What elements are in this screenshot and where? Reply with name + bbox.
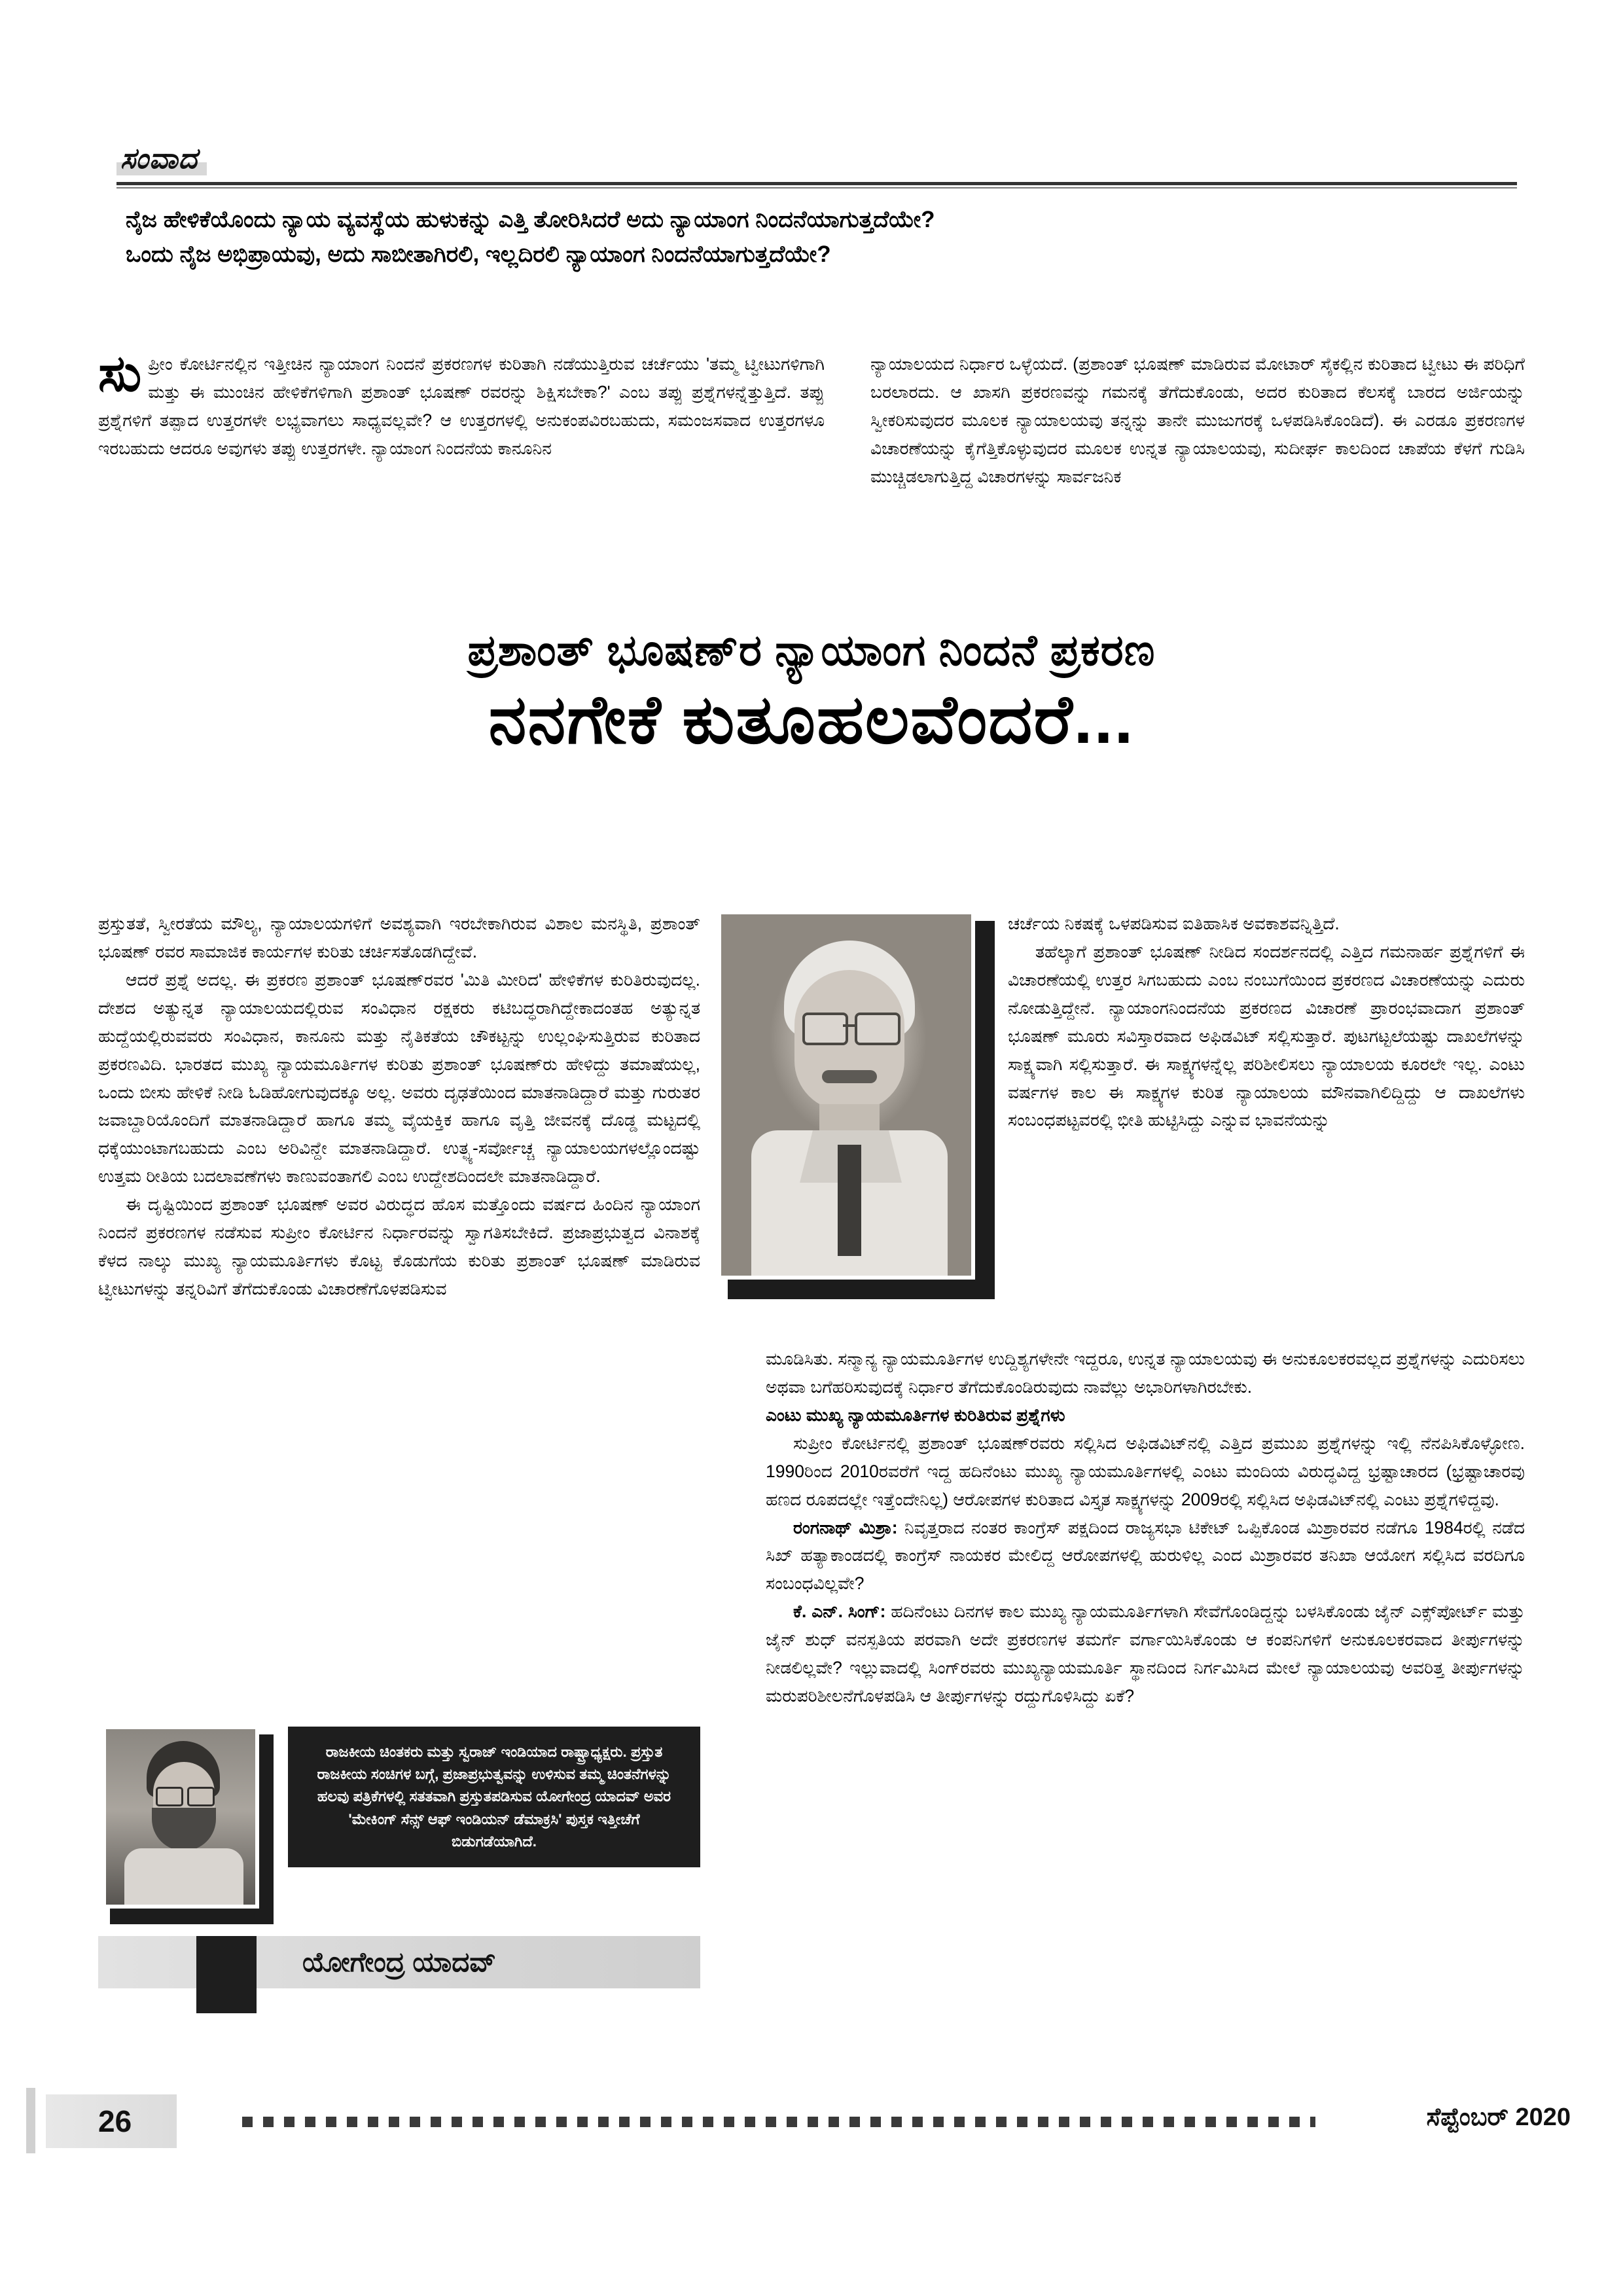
intro-left-text: ಪ್ರೀಂ ಕೋರ್ಟಿನಲ್ಲಿನ ಇತ್ತೀಚಿನ ನ್ಯಾಯಾಂಗ ನಿಂದನೆ ಪ್ರಕರಣಗಳ ಕುರಿತಾಗಿ ನಡೆಯುತ್ತಿರುವ ಚರ್ಚೆಯು 'ತಮ್ಮ ಟ್ವೀಟುಗಳಿಗಾಗಿ ಮತ್ತು ಈ ಮುಂಚಿನ ಹೇಳಿಕೆಗಳಿಗಾಗಿ ಪ್ರಶಾಂತ್ ಭೂಷಣ್ ರವರನ್ನು ಶಿಕ್ಷಿಸಬೇಕಾ?' ಎಂಬ ತಪ್ಪು ಪ್ರಶ್ನೆಗಳನ್ನೆತ್ತುತ್ತಿದೆ. ತಪ್ಪು ಪ್ರಶ್ನೆಗಳಿಗೆ ತಪ್ಪಾದ ಉತ್ತರಗಳೇ ಲಭ್ಯವಾಗಲು ಸಾಧ್ಯವಲ್ಲವೇ? ಆ ಉತ್ತರಗಳಲ್ಲಿ ಅನುಕಂಪವಿರಬಹುದು, ಸಮಂಜಸವಾದ ಉತ್ತರಗಳೂ ಇರಬಹುದು ಆದರೂ ಅವುಗಳು ತಪ್ಪು ಉತ್ತರಗಳೇ. ನ್ಯಾಯಾಂಗ ನಿಂದನೆಯ ಕಾನೂನಿನ <box>98 354 825 458</box>
page-footer <box>26 2094 1597 2153</box>
paragraph: ಮೂಡಿಸಿತು. ಸನ್ಮಾನ್ಯ ನ್ಯಾಯಮೂರ್ತಿಗಳ ಉದ್ದಿಶ್ಯಗಳೇನೇ ಇದ್ದರೂ, ಉನ್ನತ ನ್ಯಾಯಾಲಯವು ಈ ಅನುಕೂಲಕರವಲ್ಲದ ಪ್ರಶ್ನೆಗಳನ್ನು ಎದುರಿಸಲು ಅಥವಾ ಬಗೆಹರಿಸುವುದಕ್ಕೆ ನಿರ್ಧಾರ ತೆಗೆದುಕೊಂಡಿರುವುದು ನಾವೆಲ್ಲು ಅಭಾರಿಗಳಾಗಿರಬೇಕು. <box>766 1349 1525 1397</box>
author-name: ಯೋಗೇಂದ್ರ ಯಾದವ್ <box>302 1946 496 1977</box>
photo-frame <box>713 906 975 1280</box>
qa-item <box>766 1598 1525 1710</box>
page-number: 26 <box>98 2104 132 2138</box>
glasses-right-icon <box>855 1013 901 1045</box>
masthead-rule-secondary <box>116 187 1517 188</box>
photo-image <box>721 914 975 1280</box>
qa-name: ರಂಗನಾಥ್ ಮಿಶ್ರಾ: <box>793 1517 898 1537</box>
portrait-tie <box>838 1145 861 1256</box>
body-column-left <box>98 910 700 1303</box>
qa-text: ನಿವೃತ್ತರಾದ ನಂತರ ಕಾಂಗ್ರೆಸ್ ಪಕ್ಷದಿಂದ ರಾಜ್ಯಸಭಾ ಟಿಕೇಟ್ ಒಪ್ಪಿಕೊಂಡ ಮಿಶ್ರಾರವರ ನಡೆಗೂ 1984ರಲ್ಲಿ ನಡೆದ ಸಿಖ್ ಹತ್ಯಾಕಾಂಡದಲ್ಲಿ ಕಾಂಗ್ರೆಸ್ ನಾಯಕರ ಮೇಲಿದ್ದ ಆರೋಪಗಳಲ್ಲಿ ಹುರುಳಿಲ್ಲ ಎಂದ ಮಿಶ್ರಾರವರ ತನಿಖಾ ಆಯೋಗ ಸಲ್ಲಿಸಿದ ವರದಿಗೂ ಸಂಬಂಧವಿಲ್ಲವೇ? <box>766 1517 1525 1594</box>
masthead-rule <box>116 182 1517 185</box>
page-title: ನನಗೇಕೆ ಕುತೂಹಲವೆಂದರೆ... <box>488 681 1135 758</box>
masthead <box>116 143 1517 188</box>
subheading: ಎಂಟು ಮುಖ್ಯ ನ್ಯಾಯಮೂರ್ತಿಗಳ ಕುರಿತಿರುವ ಪ್ರಶ್ನೆಗಳು <box>766 1405 1065 1425</box>
drop-cap: ಸು <box>98 345 142 402</box>
glasses-bridge <box>843 1024 855 1027</box>
portrait-prashant-bhushan <box>713 906 995 1299</box>
footer-dot-rule <box>242 2117 1315 2127</box>
paragraph: ತಹೆಲ್ಕಾಗೆ ಪ್ರಶಾಂತ್ ಭೂಷಣ್ ನೀಡಿದ ಸಂದರ್ಶನದಲ್ಲಿ ಎತ್ತಿದ ಗಮನಾರ್ಹ ಪ್ರಶ್ನೆಗಳಿಗೆ ಈ ವಿಚಾರಣೆಯಲ್ಲಿ ಉತ್ತರ ಸಿಗಬಹುದು ಎಂಬ ನಂಬುಗೆಯಿಂದ ಪ್ರಕರಣದ ವಿಚಾರಣೆಯನ್ನು ಎದುರು ನೋಡುತ್ತಿದ್ದೇನೆ. ನ್ಯಾಯಾಂಗನಿಂದನೆಯ ಪ್ರಕರಣದ ವಿಚಾರಣೆ ಪ್ರಾರಂಭವಾದಾಗ ಪ್ರಶಾಂತ್ ಭೂಷಣ್ ಮೂರು ಸವಿಸ್ತಾರವಾದ ಅಫಿಡವಿಟ್ ಸಲ್ಲಿಸುತ್ತಾರೆ. ಪುಟಗಟ್ಟಲೆಯಷ್ಟು ದಾಖಲೆಗಳನ್ನು ಸಾಕ್ಷ್ಯವಾಗಿ ಸಲ್ಲಿಸುತ್ತಾರೆ. ಈ ಸಾಕ್ಷ್ಯಗಳನ್ನೆಲ್ಲ ಪರಿಶೀಲಿಸಲು ನ್ಯಾಯಾಲಯ ಕೂರಲೇ ಇಲ್ಲ. ಎಂಟು ವರ್ಷಗಳ ಕಾಲ ಈ ಸಾಕ್ಷ್ಯಗಳ ಕುರಿತ ನ್ಯಾಯಾಲಯ ಮೌನವಾಗಿಲಿದ್ದಿದ್ದು ಆ ದಾಖಲೆಗಳು ಸಂಬಂಧಪಟ್ಟವರಲ್ಲಿ ಭೀತಿ ಹುಟ್ಟಿಸಿದ್ದು ಎನ್ನುವ ಭಾವನೆಯನ್ನು <box>1008 941 1525 1130</box>
section-label: ಸಂವಾದ <box>116 143 207 175</box>
paragraph: ಆದರೆ ಪ್ರಶ್ನೆ ಅದಲ್ಲ. ಈ ಪ್ರಕರಣ ಪ್ರಶಾಂತ್ ಭೂಷಣ್‌ರವರ 'ಮಿತಿ ಮೀರಿದ' ಹೇಳಿಕೆಗಳ ಕುರಿತಿರುವುದಲ್ಲ. ದೇಶದ ಅತ್ಯುನ್ನತ ನ್ಯಾಯಾಲಯದಲ್ಲಿರುವ ಸಂವಿಧಾನ ರಕ್ಷಕರು ಕಟಿಬದ್ಧರಾಗಿದ್ದೇಕಾದಂತಹ ಅತ್ಯುನ್ನತ ಹುದ್ದೆಯಲ್ಲಿರುವವರು ಸಂವಿಧಾನ, ಕಾನೂನು ಮತ್ತು ನೈತಿಕತೆಯ ಚೌಕಟ್ಟನ್ನು ಉಲ್ಲಂಘಿಸುತ್ತಿರುವ ಕುರಿತಾದ ಪ್ರಕರಣವಿದಿ. ಭಾರತದ ಮುಖ್ಯ ನ್ಯಾಯಮೂರ್ತಿಗಳ ಕುರಿತು ಪ್ರಶಾಂತ್ ಭೂಷಣ್‌ರು ಹೇಳಿದ್ದು ತಮಾಷೆಯಲ್ಲ, ಒಂದು ಬೀಸು ಹೇಳಿಕೆ ನೀಡಿ ಓಡಿಹೋಗುವುದಕ್ಕೂ ಅಲ್ಲ. ಅವರು ದೃಢತೆಯಿಂದ ಮಾತನಾಡಿದ್ದಾರೆ ಮತ್ತು ಗುರುತರ ಜವಾಬ್ದಾರಿಯೊಂದಿಗೆ ಮಾತನಾಡಿದ್ದಾರೆ ಹಾಗೂ ತಮ್ಮ ವೈಯಕ್ತಿಕ ಹಾಗೂ ವೃತ್ತಿ ಜೀವನಕ್ಕೆ ದೊಡ್ಡ ಮಟ್ಟದಲ್ಲಿ ಧಕ್ಕೆಯುಂಟಾಗಬಹುದು ಎಂಬ ಅರಿವಿನ್ದೇ ಮಾತನಾಡಿದ್ದಾರೆ. ಉತ್ಛ್ಯ-ಸರ್ವೋಚ್ಚ ನ್ಯಾಯಾಲಯಗಳಲ್ಲೊಂದಷ್ಟು ಉತ್ತಮ ರೀತಿಯ ಬದಲಾವಣೆಗಳು ಕಾಣುವಂತಾಗಲಿ ಎಂಬ ಉದ್ದೇಶದಿಂದಲೇ ಮಾತನಾಡಿದ್ದಾರೆ. <box>98 969 700 1187</box>
paragraph: ಚರ್ಚೆಯ ನಿಕಷಕ್ಕೆ ಒಳಪಡಿಸುವ ಐತಿಹಾಸಿಕ ಅವಕಾಶವನ್ನಿತ್ತಿದೆ. <box>1008 914 1340 933</box>
author-bio-box <box>98 1721 700 2022</box>
qa-item <box>766 1514 1525 1598</box>
intro-right-text: ನ್ಯಾಯಾಲಯದ ನಿರ್ಧಾರ ಒಳ್ಳೆಯದೆ. (ಪ್ರಶಾಂತ್ ಭೂಷಣ್ ಮಾಡಿರುವ ಮೋಟಾರ್ ಸೈಕಲ್ಲಿನ ಕುರಿತಾದ ಟ್ವೀಟು ಈ ಪರಿಧಿಗೆ ಬರಲಾರದು. ಆ ಖಾಸಗಿ ಪ್ರಕರಣವನ್ನು ಗಮನಕ್ಕೆ ತೆಗೆದುಕೊಂಡು, ಅದರ ಕುರಿತಾದ ಕೆಲಸಕ್ಕೆ ಬಾರದ ಅರ್ಜಿಯನ್ನು ಸ್ವೀಕರಿಸುವುದರ ಮೂಲಕ ನ್ಯಾಯಾಲಯವು ತನ್ನನ್ನು ತಾನೇ ಮುಜುಗರಕ್ಕೆ ಒಳಪಡಿಸಿಕೊಂಡಿದೆ). ಈ ಎರಡೂ ಪ್ರಕರಣಗಳ ವಿಚಾರಣೆಯನ್ನು ಕೈಗೆತ್ತಿಕೊಳ್ಳುವುದರ ಮೂಲಕ ಉನ್ನತ ನ್ಯಾಯಾಲಯವು, ಸುದೀರ್ಘ ಕಾಲದಿಂದ ಚಾಪೆಯ ಕೆಳಗೆ ಗುಡಿಸಿ ಮುಚ್ಚಿಡಲಾಗುತ್ತಿದ್ದ ವಿಚಾರಗಳನ್ನು ಸಾರ್ವಜನಿಕ <box>870 354 1525 486</box>
author-shoulders <box>124 1848 243 1909</box>
headline-block <box>98 625 1525 761</box>
kicker-headline: ಪ್ರಶಾಂತ್ ಭೂಷಣ್‌ರ ನ್ಯಾಯಾಂಗ ನಿಂದನೆ ಪ್ರಕರಣ <box>467 626 1156 674</box>
author-glasses-left-icon <box>156 1787 183 1806</box>
deck-line-2: ಒಂದು ನೈಜ ಅಭಿಪ್ರಾಯವು, ಅದು ಸಾಬೀತಾಗಿರಲಿ, ಇಲ್ಲದಿರಲಿ ನ್ಯಾಯಾಂಗ ನಿಂದನೆಯಾಗುತ್ತದೆಯೇ? <box>126 241 831 267</box>
body-column-right-wide <box>766 1345 1525 1710</box>
intro-column-right <box>870 350 1525 491</box>
glasses-left-icon <box>802 1013 848 1045</box>
paragraph: ಸುಪ್ರೀಂ ಕೋರ್ಟಿನಲ್ಲಿ ಪ್ರಶಾಂತ್ ಭೂಷಣ್‌ರವರು ಸಲ್ಲಿಸಿದ ಅಫಿಡವಿಟ್‌ನಲ್ಲಿ ಎತ್ತಿದ ಪ್ರಮುಖ ಪ್ರಶ್ನೆಗಳನ್ನು ಇಲ್ಲಿ ನೆನಪಿಸಿಕೊಳ್ಳೋಣ. 1990ರಿಂದ 2010ರವರೆಗೆ ಇದ್ದ ಹದಿನೆಂಟು ಮುಖ್ಯ ನ್ಯಾಯಮೂರ್ತಿಗಳಲ್ಲಿ ಎಂಟು ಮಂದಿಯ ವಿರುದ್ಧವಿದ್ದ ಭ್ರಷ್ಟಾಚಾರದ (ಭ್ರಷ್ಟಾಚಾರವು ಹಣದ ರೂಪದಲ್ಲೇ ಇತ್ತೆಂದೇನಿಲ್ಲ) ಆರೋಪಗಳ ಕುರಿತಾದ ವಿಸ್ತೃತ ಸಾಕ್ಷ್ಯಗಳನ್ನು 2009ರಲ್ಲಿ ಸಲ್ಲಿಸಿದ ಅಫಿಡವಿಟ್‌ನಲ್ಲಿ ಎಂಟು ಪ್ರಶ್ನೆಗಳಿದ್ದವು. <box>766 1433 1525 1509</box>
intro-column-left <box>98 345 825 463</box>
deck <box>126 203 1507 272</box>
author-bio-text: ರಾಜಕೀಯ ಚಿಂತಕರು ಮತ್ತು ಸ್ವರಾಜ್ ಇಂಡಿಯಾದ ರಾಷ್ಟ್ರಾಧ್ಯಕ್ಷರು. ಪ್ರಸ್ತುತ ರಾಜಕೀಯ ಸಂಚಿಗಳ ಬಗ್ಗೆ, ಪ್ರಜಾಪ್ರಭುತ್ವವನ್ನು ಉಳಿಸುವ ತಮ್ಮ ಚಿಂತನೆಗಳನ್ನು ಹಲವು ಪತ್ರಿಕೆಗಳಲ್ಲಿ ಸತತವಾಗಿ ಪ್ರಸ್ತುತಪಡಿಸುವ ಯೋಗೇಂದ್ರ ಯಾದವ್ ಅವರ 'ಮೇಕಿಂಗ್ ಸೆನ್ಸ್ ಆಫ್ ಇಂಡಿಯನ್ ಡೆಮಾಕ್ರಸಿ' ಪುಸ್ತಕ ಇತ್ತೀಚೆಗೆ ಬಿಡುಗಡೆಯಾಗಿದೆ. <box>288 1727 700 1867</box>
portrait-moustache <box>822 1070 877 1083</box>
qa-text: ಹದಿನೆಂಟು ದಿನಗಳ ಕಾಲ ಮುಖ್ಯ ನ್ಯಾಯಮೂರ್ತಿಗಳಾಗಿ ಸೇವೆಗೊಂಡಿದ್ದನ್ನು ಬಳಸಿಕೊಂಡು ಜೈನ್ ಎಕ್ಸ್‌ಪೋರ್ಟ್ ಮತ್ತು ಜೈನ್ ಶುಧ್ ವನಸ್ಪತಿಯ ಪರವಾಗಿ ಅದೇ ಪ್ರಕರಣಗಳ ತಮರ್ಗೆ ವರ್ಗಾಯಿಸಿಕೊಂಡು ಆ ಕಂಪನಿಗಳಿಗೆ ಅನುಕೂಲಕರವಾದ ತೀರ್ಪುಗಳನ್ನು ನೀಡಲಿಲ್ಲವೇ? ಇಲ್ಲುವಾದಲ್ಲಿ ಸಿಂಗ್‌ರವರು ಮುಖ್ಯನ್ಯಾಯಮೂರ್ತಿ ಸ್ಥಾನದಿಂದ ನಿರ್ಗಮಿಸಿದ ಮೇಲೆ ನ್ಯಾಯಾಲಯವು ಅವರಿತ್ತ ತೀರ್ಪುಗಳನ್ನು ಮರುಪರಿಶೀಲನೆಗೊಳಪಡಿಸಿ ಆ ತೀರ್ಪುಗಳನ್ನು ರದ್ದುಗೊಳಿಸಿದ್ದು ಏಕೆ? <box>766 1602 1525 1706</box>
paragraph: ಈ ದೃಷ್ಟಿಯಿಂದ ಪ್ರಶಾಂತ್ ಭೂಷಣ್ ಅವರ ವಿರುದ್ಧದ ಹೊಸ ಮತ್ತೊಂದು ವರ್ಷದ ಹಿಂದಿನ ನ್ಯಾಯಾಂಗ ನಿಂದನೆ ಪ್ರಕರಣಗಳ ನಡೆಸುವ ಸುಪ್ರೀಂ ಕೋರ್ಟಿನ ನಿರ್ಧಾರವನ್ನು ಸ್ವಾಗತಿಸಬೇಕಿದೆ. ಪ್ರಜಾಪ್ರಭುತ್ವದ ವಿನಾಶಕ್ಕೆ ಕೆಳದ ನಾಲ್ಕು ಮುಖ್ಯ ನ್ಯಾಯಮೂರ್ತಿಗಳು ಕೊಟ್ಟ ಕೊಡುಗೆಯ ಕುರಿತು ಪ್ರಶಾಂತ್ ಭೂಷಣ್ ಮಾಡಿರುವ ಟ್ವೀಟುಗಳನ್ನು ತನ್ನರಿವಿಗೆ ತೆಗೆದುಕೊಂಡು ವಿಚಾರಣೆಗೊಳಪಡಿಸುವ <box>98 1194 700 1299</box>
qa-name: ಕೆ. ಎನ್. ಸಿಂಗ್: <box>793 1602 886 1622</box>
body-column-right <box>1008 910 1525 1134</box>
author-photo-image <box>106 1729 259 1909</box>
author-photo-frame <box>98 1721 259 1909</box>
paragraph: ಪ್ರಸ್ತುತತೆ, ಸ್ವೀರತೆಯ ಮೌಲ್ಯ, ನ್ಯಾಯಾಲಯಗಳಿಗೆ ಅವಶ್ಯವಾಗಿ ಇರಬೇಕಾಗಿರುವ ವಿಶಾಲ ಮನಸ್ಥಿತಿ, ಪ್ರಶಾಂತ್ ಭೂಷಣ್ ರವರ ಸಾಮಾಜಿಕ ಕಾರ್ಯಗಳ ಕುರಿತು ಚರ್ಚಿಸತೊಡಗಿದ್ದೇವೆ. <box>98 914 700 961</box>
issue-date: ಸೆಪ್ಟೆಂಬರ್ 2020 <box>1426 2104 1571 2131</box>
author-beard <box>152 1808 216 1851</box>
author-glasses-right-icon <box>187 1787 215 1806</box>
deck-line-1: ನೈಜ ಹೇಳಿಕೆಯೊಂದು ನ್ಯಾಯ ವ್ಯವಸ್ಥೆಯ ಹುಳುಕನ್ನು ಎತ್ತಿ ತೋರಿಸಿದರೆ ಅದು ನ್ಯಾಯಾಂಗ ನಿಂದನೆಯಾಗುತ್ತದೆಯೇ? <box>126 207 935 232</box>
